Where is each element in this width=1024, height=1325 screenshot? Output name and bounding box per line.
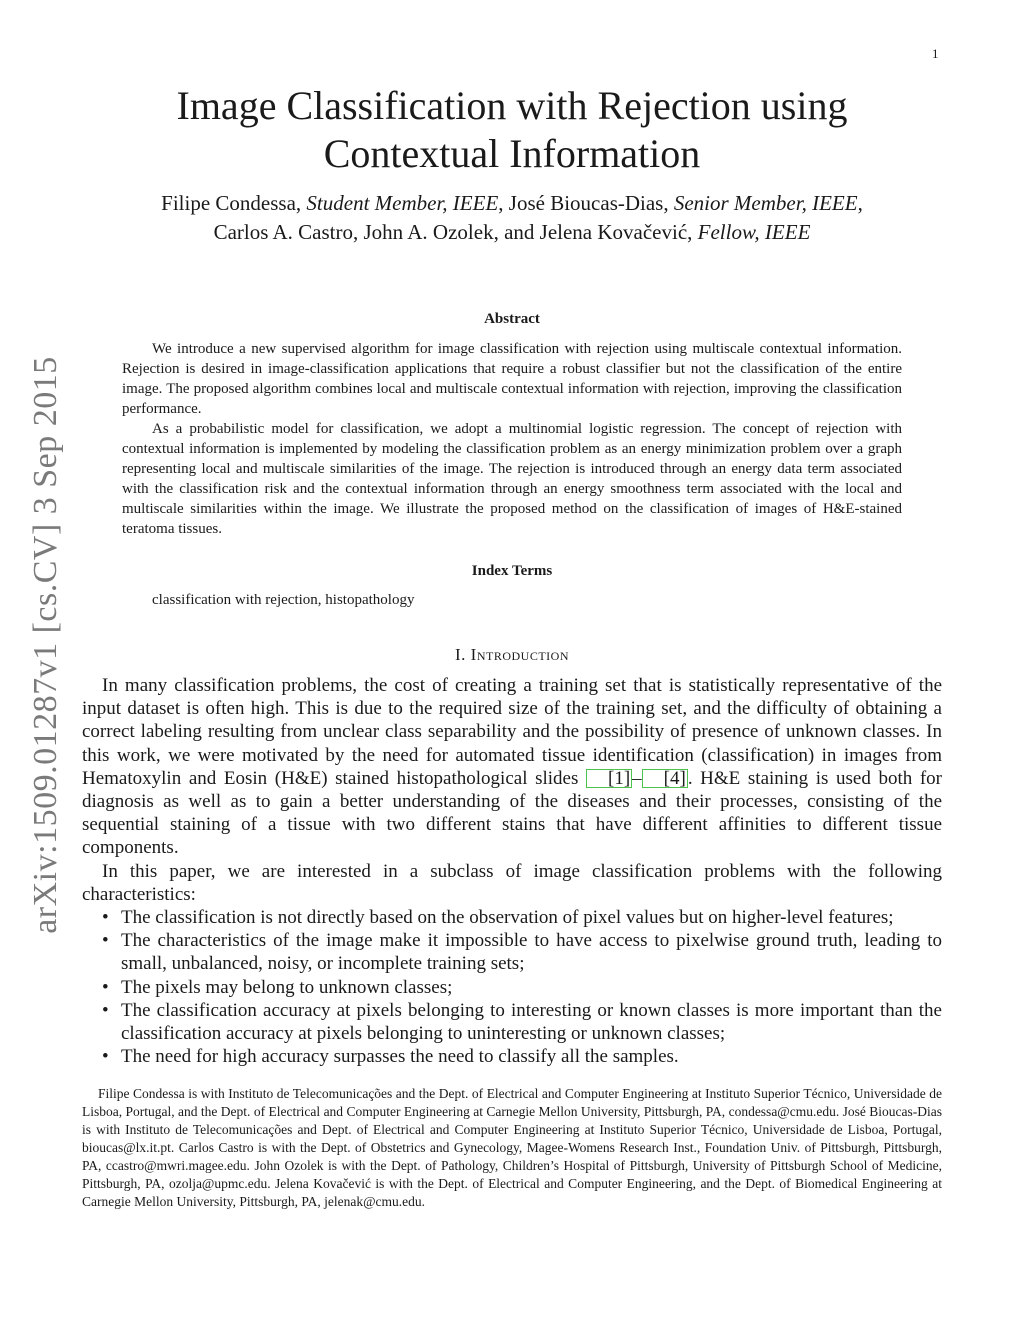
abstract-paragraph-1: We introduce a new supervised algorithm for image classification with rejection using multiscale contextual information. Rejection is desired in image-classification applications that require a robust classifier but not the classification of the entire image. The proposed algorithm combines local and multiscale contextual information with rejection, improving the classification performance. (122, 341, 902, 417)
citation-4-close: ] (679, 767, 686, 789)
author-1: Filipe Condessa, (161, 191, 307, 215)
author-2: , José Bioucas-Dias, (498, 191, 674, 215)
abstract-body (122, 339, 902, 539)
list-item (82, 976, 942, 999)
list-item-text: The characteristics of the image make it impossible to have access to pixelwise ground truth, leading to small, unbalanced, noisy, or incomplete training sets; (121, 930, 942, 975)
page-number: 1 (932, 46, 939, 61)
characteristics-list (82, 906, 942, 1068)
author-affiliation-footnote (82, 1085, 942, 1211)
index-terms-text: classification with rejection, histopathology (152, 592, 415, 608)
list-item-text: The need for high accuracy surpasses the need to classify all the samples. (121, 1046, 679, 1068)
bullet-icon: • (102, 999, 109, 1021)
intro-paragraph-1-rest: . H&E staining is used both for diagnosis as well as to gain a better understanding of the diseases and their processes, consisting of the sequential staining of a tissue with two different stains that have different affinities to different tissue components. (82, 767, 943, 859)
citation-link-4[interactable] (642, 769, 688, 788)
citation-1-open: [ (608, 767, 615, 789)
author-5-membership: Fellow, IEEE (697, 220, 811, 244)
list-item (82, 1045, 942, 1068)
bullet-icon: • (102, 930, 109, 952)
citation-4-open: [ (663, 767, 670, 789)
paper-title (100, 82, 924, 178)
abstract-heading: Abstract (484, 311, 540, 327)
citation-range-dash: – (632, 767, 642, 789)
list-item (82, 906, 942, 929)
arxiv-identifier-stamp: arXiv:1509.01287v1 [cs.CV] 3 Sep 2015 (27, 356, 64, 934)
list-item-text: The classification is not directly based on the observation of pixel values but on higher-level features; (121, 907, 894, 929)
bullet-icon: • (102, 1046, 109, 1068)
author-line-1 (90, 189, 934, 218)
intro-paragraph-1 (82, 674, 942, 860)
citation-1-close: ] (623, 767, 631, 789)
list-item-text: The classification accuracy at pixels belonging to interesting or known classes is more important than the classification accuracy at pixels belonging to uninteresting or unknown classes; (121, 999, 942, 1045)
citation-1-number: 1 (614, 767, 624, 789)
author-line-1-end: , (857, 191, 863, 215)
authors-3-5: Carlos A. Castro, John A. Ozolek, and Jelena Kovačević, (213, 220, 698, 244)
title-line-2: Contextual Information (323, 131, 701, 176)
author-list (90, 189, 934, 247)
list-item (82, 929, 942, 975)
citation-4-number: 4 (669, 767, 680, 789)
citation-link-1[interactable] (586, 769, 632, 788)
section-heading-introduction (100, 645, 924, 665)
list-item-text: The pixels may belong to unknown classes; (121, 976, 453, 998)
index-terms-heading: Index Terms (471, 563, 553, 579)
section-title: Introduction (470, 645, 569, 664)
abstract-paragraph-2: As a probabilistic model for classification, we adopt a multinomial logistic regression. The concept of rejection with contextual information is implemented by modeling the classification problem as an energy minimization problem over a graph representing local and multiscale similarities of the image. The rejection is introduced through an energy data term associated with the classification risk and the contextual information through an energy smoothness term associated with the local and multiscale similarities within the image. We illustrate the proposed method on the classification of images of H&E-stained teratoma tissues. (122, 421, 902, 537)
author-line-2 (90, 218, 934, 247)
author-1-membership: Student Member, IEEE (306, 191, 499, 215)
bullet-icon: • (102, 907, 109, 929)
author-2-membership: Senior Member, IEEE (673, 191, 858, 215)
list-item (82, 999, 942, 1045)
section-number: I. (455, 645, 471, 664)
footnote-text: Filipe Condessa is with Instituto de Telecomunicações and the Dept. of Electrical and Computer Engineering at Instituto Superior Técnico, Universidade de Lisboa, Portugal, and the Dept. of Electrical and Computer Engineering at Carnegie Mellon University, Pittsburgh, PA, condessa@cmu.edu. José Bioucas-Dias is with Instituto de Telecomunicações and Dept. of Electrical and Computer Engineering at Instituto Superior Técnico, Universidade de Lisboa, Portugal, bioucas@lx.it.pt. Carlos Castro is with the Dept. of Obstetrics and Gynecology, Magee-Womens Research Inst., Foundation Univ. of Pittsburgh, Pittsburgh, PA, ccastro@mwri.magee.edu. John Ozolek is with the Dept. of Pathology, Children’s Hospital of Pittsburgh, University of Pittsburgh School of Medicine, Pittsburgh, PA, ozolja@upmc.edu. Jelena Kovačević is with the Dept. of Electrical and Computer Engineering, and the Dept. of Biomedical Engineering at Carnegie Mellon University, Pittsburgh, PA, jelenak@cmu.edu. (82, 1086, 942, 1209)
bullet-icon: • (102, 976, 109, 998)
intro-paragraph-1-text: In many classification problems, the cost of creating a training set that is statistically representative of the input dataset is often high. This is due to the required size of the training set, and the difficulty of obtaining a correct labeling resulting from unclear class separability and the possibility of presence of unknown classes. In this work, we were motivated by the need for automated tissue identification (classification) in images from Hematoxylin and Eosin (H&E) stained histopathological slides (82, 675, 942, 789)
introduction-body (82, 674, 942, 1068)
intro-paragraph-2: In this paper, we are interested in a subclass of image classification problems with the following characteristics: (82, 860, 942, 905)
title-line-1: Image Classification with Rejection using (176, 83, 848, 128)
